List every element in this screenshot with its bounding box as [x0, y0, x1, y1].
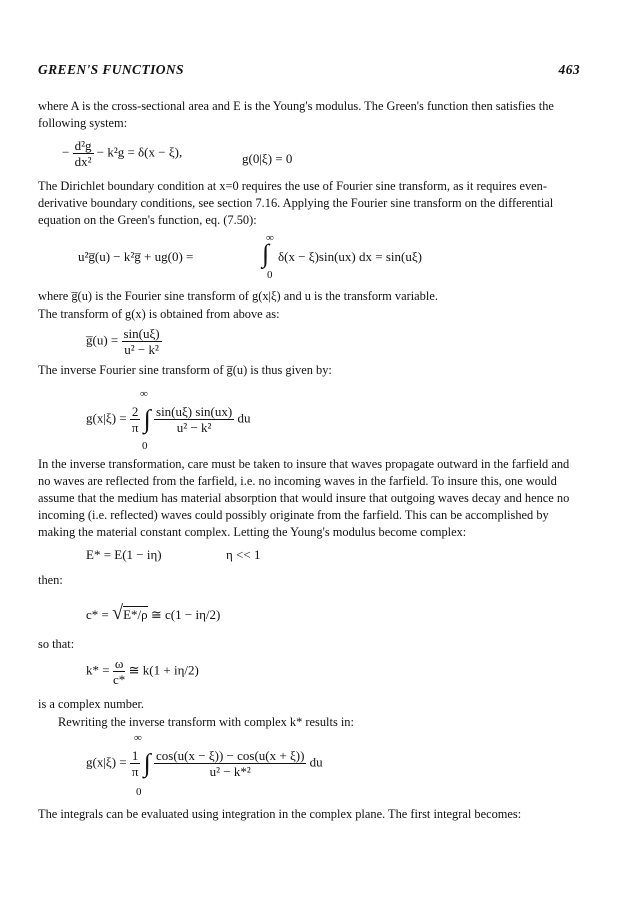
eq4-lhs: g(x|ξ) =: [86, 410, 127, 426]
eq1-denominator: dx²: [74, 154, 92, 169]
equation-7: [86, 656, 199, 687]
equation-6: [86, 602, 220, 625]
eq7-numerator: ω: [114, 656, 124, 671]
equation-1-boundary: g(0|ξ) = 0: [242, 151, 293, 166]
eq7-denominator: c*: [112, 672, 126, 687]
equation-2-lhs: u²g̅(u) − k²g̅ + ug(0) =: [78, 249, 194, 264]
eq4-lower-limit: 0: [142, 440, 148, 452]
paragraph-8: so that:: [38, 637, 75, 651]
eq8-upper-limit: ∞: [134, 732, 142, 744]
paragraph-7: then:: [38, 573, 63, 587]
paragraph-10: Rewriting the inverse transform with complex k* results in:: [58, 715, 354, 729]
equation-2-rhs: δ(x − ξ)sin(ux) dx = sin(uξ): [278, 249, 422, 264]
eq4-coef-den: π: [131, 420, 139, 435]
eq4-denominator: u² − k²: [176, 420, 212, 435]
paragraph-3: where g̅(u) is the Fourier sine transform of g(x|ξ) and u is the transform variable.: [38, 289, 438, 303]
eq6-radicand: E*/ρ: [123, 607, 148, 622]
eq1-rest: − k²g = δ(x − ξ),: [96, 144, 183, 160]
eq7-lhs: k* =: [86, 662, 110, 678]
eq3-numerator: sin(uξ): [123, 326, 160, 341]
paragraph-2: The Dirichlet boundary condition at x=0 requires the use of Fourier sine transform, as it requires even-derivative boundary conditions, see section 7.16. Applying the Fourier sine transform on the differential equation on the Green's function, eq. (7.50):: [38, 179, 554, 227]
sqrt-icon: √: [112, 602, 124, 624]
eq3-denominator: u² − k²: [124, 342, 159, 357]
eq8-lower-limit: 0: [136, 786, 142, 798]
page-number: 463: [558, 62, 580, 77]
equation-5: E* = E(1 − iη): [86, 547, 162, 562]
equation-1: − $\frac{\text{d²g}}{\text{dx²}}$ − k²g = δ(x − ξ),: [62, 138, 183, 169]
paragraph-6: In the inverse transformation, care must be taken to insure that waves propagate outward in the farfield and no waves are reflected from the farfield, i.e. no incoming waves in the farfield. To insure this, one would assume that the medium has material absorption that would insure that outgoing waves decay and hence no incoming (i.e. reflected) waves could possibly originate from the farfield. This can be accomplished by making the material constant complex. Letting the Young's modulus become complex:: [38, 457, 570, 539]
chapter-title: GREEN'S FUNCTIONS: [38, 62, 184, 77]
eq8-coef-den: π: [131, 764, 139, 779]
equation-5-condition: η << 1: [226, 547, 261, 562]
eq3-lhs: g̅(u) =: [86, 332, 119, 348]
eq4-integral-sign: ∫: [143, 404, 151, 434]
paragraph-4: The transform of g(x) is obtained from above as:: [38, 307, 280, 321]
eq4-du: du: [237, 410, 251, 426]
equation-3: [86, 326, 162, 357]
eq2-integral-sign: ∫: [262, 239, 270, 268]
eq8-denominator: u² − k*²: [209, 764, 251, 779]
eq7-rhs: ≅ k(1 + iη/2): [128, 662, 199, 678]
paragraph-5: The inverse Fourier sine transform of g̅(u) is thus given by:: [38, 363, 332, 377]
paragraph-1: where A is the cross-sectional area and E is the Young's modulus. The Green's function then satisfies the following system:: [38, 99, 554, 130]
running-header: [38, 62, 580, 82]
eq8-integral-sign: ∫: [143, 748, 151, 778]
eq8-lhs: g(x|ξ) =: [86, 754, 127, 770]
paragraph-9: is a complex number.: [38, 697, 144, 711]
eq8-numerator: cos(u(x − ξ)) − cos(u(x + ξ)): [156, 748, 305, 763]
equation-8: [86, 748, 323, 779]
eq1-numerator: d²g: [74, 138, 92, 153]
eq2-lower-limit: 0: [267, 269, 273, 281]
eq4-upper-limit: ∞: [140, 388, 148, 400]
eq4-coef-num: 2: [131, 404, 139, 419]
equation-4: [86, 404, 250, 435]
eq6-lhs: c* =: [86, 607, 109, 622]
eq6-rhs: ≅ c(1 − iη/2): [150, 607, 221, 622]
eq2-upper-limit: ∞: [266, 232, 274, 244]
eq8-du: du: [309, 754, 323, 770]
eq4-numerator: sin(uξ) sin(ux): [156, 404, 233, 419]
eq8-coef-num: 1: [131, 748, 139, 763]
paragraph-11: The integrals can be evaluated using integration in the complex plane. The first integral becomes:: [38, 807, 522, 821]
